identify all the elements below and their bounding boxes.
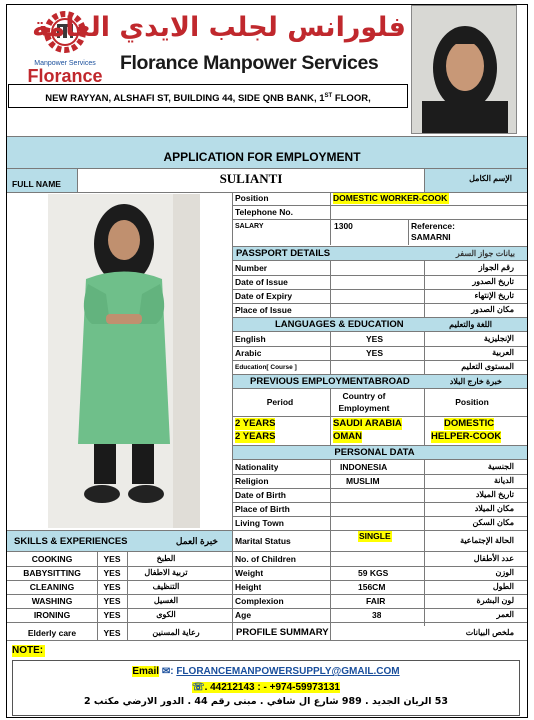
grid-line <box>232 516 527 517</box>
living-arabic: مكان السكن <box>472 518 514 527</box>
grid-line <box>232 205 527 206</box>
skill-cleaning-arabic: التنظيف <box>152 582 180 591</box>
grid-line <box>7 622 527 623</box>
emp-row1-position: DOMESTIC <box>444 418 495 429</box>
nationality-value: INDONESIA <box>340 462 388 472</box>
footer-address-arabic: 53 الريان الجديد . 989 شارع ال شافي . مبنى رقم 44 . الدور الارضي مكتب 2 <box>84 696 448 707</box>
complexion-arabic: لون البشرة <box>476 596 514 605</box>
logo-name: Florance <box>27 66 103 86</box>
marital-label: Marital Status <box>235 536 291 546</box>
reference-value: SAMARNI <box>411 232 451 242</box>
passport-issue-arabic: تاريخ الصدور <box>472 277 514 286</box>
email-icon: ✉: <box>159 666 177 677</box>
company-name-arabic: فلورانس لجلب الايدي العامة <box>32 12 406 43</box>
english-arabic: الإنجليزية <box>483 334 514 343</box>
full-name-value: SULIANTI <box>219 171 283 186</box>
religion-label: Religion <box>235 476 269 486</box>
skill-elderly-label: Elderly care <box>27 628 77 638</box>
grid-line <box>7 566 527 567</box>
grid-line <box>232 317 527 318</box>
passport-place-label: Place of Issue <box>235 305 292 315</box>
salary-label: SALARY <box>235 223 264 230</box>
skill-washing-label: WASHING <box>31 596 73 606</box>
grid-line <box>232 260 527 261</box>
languages-title: LANGUAGES & EDUCATION <box>275 319 404 330</box>
height-arabic: الطول <box>492 582 514 591</box>
skill-babysitting-value: YES <box>103 568 121 578</box>
full-name-arabic: الإسم الكامل <box>469 174 512 183</box>
skill-elderly-value: YES <box>103 628 121 638</box>
address-sup: ST <box>324 93 333 99</box>
grid-line <box>232 459 527 460</box>
grid-line <box>7 640 527 641</box>
grid-line <box>424 460 425 626</box>
grid-line <box>232 445 527 446</box>
profile-label: PROFILE SUMMARY <box>236 627 329 638</box>
marital-arabic: الحالة الإجتماعية <box>460 536 514 545</box>
passport-place-arabic: مكان الصدور <box>471 305 514 314</box>
marital-value: SINGLE <box>359 531 391 541</box>
arabic-value: YES <box>366 348 384 358</box>
grid-line <box>232 374 527 375</box>
height-value: 156CM <box>358 582 386 592</box>
grid-line <box>232 289 527 290</box>
living-label: Living Town <box>235 518 284 528</box>
skill-ironing-label: IRONING <box>33 610 71 620</box>
passport-title-arabic: بيانات جواز السفر <box>455 249 515 258</box>
form-title: APPLICATION FOR EMPLOYMENT <box>163 150 361 164</box>
grid-line <box>330 389 331 445</box>
skills-title: SKILLS & EXPERIENCES <box>14 536 128 547</box>
dob-arabic: تاريخ الميلاد <box>475 490 514 499</box>
weight-arabic: الوزن <box>495 568 514 577</box>
grid-line <box>232 275 527 276</box>
phones: . 44212143 : - +974-59973131 <box>204 682 340 693</box>
grid-line <box>424 168 425 192</box>
col-period: Period <box>266 397 294 407</box>
position-value: DOMESTIC WORKER-COOK <box>333 193 448 203</box>
grid-line <box>232 346 527 347</box>
children-arabic: عدد الأطفال <box>473 554 514 563</box>
grid-line <box>232 246 527 247</box>
skill-ironing-value: YES <box>103 610 121 620</box>
nationality-arabic: الجنسية <box>487 462 514 471</box>
grid-line <box>7 530 527 531</box>
grid-line <box>232 219 527 220</box>
grid-line <box>7 608 527 609</box>
passport-number-arabic: رقم الجواز <box>478 263 514 272</box>
skill-cleaning-label: CLEANING <box>29 582 75 592</box>
grid-line <box>7 168 527 169</box>
grid-line <box>330 460 331 640</box>
grid-line <box>7 551 527 552</box>
employment-title-arabic: خبرة خارج البلاد <box>449 377 502 386</box>
age-label: Age <box>235 610 252 620</box>
children-label: No. of Children <box>235 554 296 564</box>
position-label: Position <box>235 193 269 203</box>
education-arabic: المستوى التعليم <box>461 362 514 371</box>
address-box <box>8 84 408 108</box>
skill-babysitting-arabic: تربية الاطفال <box>144 568 188 577</box>
skill-washing-value: YES <box>103 596 121 606</box>
telephone-label: Telephone No. <box>235 207 293 217</box>
skill-cleaning-value: YES <box>103 582 121 592</box>
grid-line <box>232 303 527 304</box>
grid-line <box>7 136 527 137</box>
note-label: NOTE: <box>12 645 44 656</box>
grid-line <box>232 360 527 361</box>
skill-cooking-arabic: الطبخ <box>156 554 176 563</box>
grid-line <box>7 192 527 193</box>
education-label: Education[ Course ] <box>235 364 297 371</box>
complexion-value: FAIR <box>366 596 386 606</box>
address-end: FLOOR, <box>334 93 371 105</box>
grid-line <box>77 168 78 192</box>
passport-expiry-label: Date of Expiry <box>235 291 293 301</box>
grid-line <box>232 502 527 503</box>
address-text: NEW RAYYAN, ALSHAFI ST, BUILDING 44, SIDE QNB BANK, 1 <box>45 93 325 105</box>
full-body-photo <box>48 194 200 528</box>
skill-ironing-arabic: الكوى <box>156 610 176 619</box>
religion-value: MUSLIM <box>346 476 380 486</box>
grid-line <box>408 219 409 245</box>
col-position: Position <box>455 397 489 407</box>
weight-label: Weight <box>235 568 264 578</box>
weight-value: 59 KGS <box>358 568 389 578</box>
footer-email-row <box>12 666 520 677</box>
grid-line <box>232 388 527 389</box>
passport-expiry-arabic: تاريخ الإنتهاء <box>474 291 514 300</box>
grid-line <box>424 389 425 445</box>
age-value: 38 <box>372 610 382 620</box>
profile-arabic: ملخص البيانات <box>465 628 514 637</box>
full-name-label: FULL NAME <box>12 179 61 189</box>
grid-line <box>424 332 425 374</box>
company-name-english: Florance Manpower Services <box>120 52 379 74</box>
english-value: YES <box>366 334 384 344</box>
grid-line <box>232 488 527 489</box>
phone-icon: ☏ <box>192 682 205 693</box>
height-label: Height <box>235 582 262 592</box>
personal-title: PERSONAL DATA <box>334 447 415 458</box>
skill-washing-arabic: الغسيل <box>153 596 179 605</box>
pob-arabic: مكان الميلاد <box>474 504 514 513</box>
employment-title: PREVIOUS EMPLOYMENTABROAD <box>250 376 410 387</box>
languages-title-arabic: اللغة والتعليم <box>449 320 492 329</box>
religion-arabic: الديانة <box>493 476 514 485</box>
emp-row2-country: OMAN <box>333 431 363 442</box>
age-arabic: العمر <box>496 610 514 619</box>
nationality-label: Nationality <box>235 462 279 472</box>
grid-line <box>330 332 331 374</box>
emp-row2-period: 2 YEARS <box>235 431 276 442</box>
grid-line <box>232 331 527 332</box>
portrait-photo <box>411 5 517 134</box>
skill-cooking-value: YES <box>103 554 121 564</box>
skill-elderly-arabic: رعاية المسنين <box>152 628 200 637</box>
col-country: Country of Employment <box>338 391 390 413</box>
arabic-arabic: العربية <box>492 348 514 357</box>
emp-row1-country: SAUDI ARABIA <box>333 418 402 429</box>
reference-label: Reference: <box>411 221 455 231</box>
emp-row2-position: HELPER-COOK <box>431 431 502 442</box>
grid-line <box>232 416 527 417</box>
salary-value: 1300 <box>334 221 353 231</box>
grid-line <box>7 580 527 581</box>
email-label: Email <box>132 666 160 677</box>
grid-line <box>7 594 527 595</box>
grid-line <box>232 474 527 475</box>
pob-label: Place of Birth <box>235 504 290 514</box>
complexion-label: Complexion <box>235 596 284 606</box>
passport-title: PASSPORT DETAILS <box>236 248 331 259</box>
skill-babysitting-label: BABYSITTING <box>23 568 81 578</box>
footer-phone-row <box>12 682 520 693</box>
skills-title-arabic: خبرة العمل <box>175 536 218 546</box>
email-value[interactable]: FLORANCEMANPOWERSUPPLY@GMAIL.COM <box>176 666 400 677</box>
dob-label: Date of Birth <box>235 490 286 500</box>
passport-issue-label: Date of Issue <box>235 277 288 287</box>
english-label: English <box>235 334 266 344</box>
passport-number-label: Number <box>235 263 268 273</box>
logo-small-text: Manpower Services <box>34 60 96 67</box>
emp-row1-period: 2 YEARS <box>235 418 276 429</box>
arabic-label: Arabic <box>235 348 262 358</box>
skill-cooking-label: COOKING <box>31 554 73 564</box>
